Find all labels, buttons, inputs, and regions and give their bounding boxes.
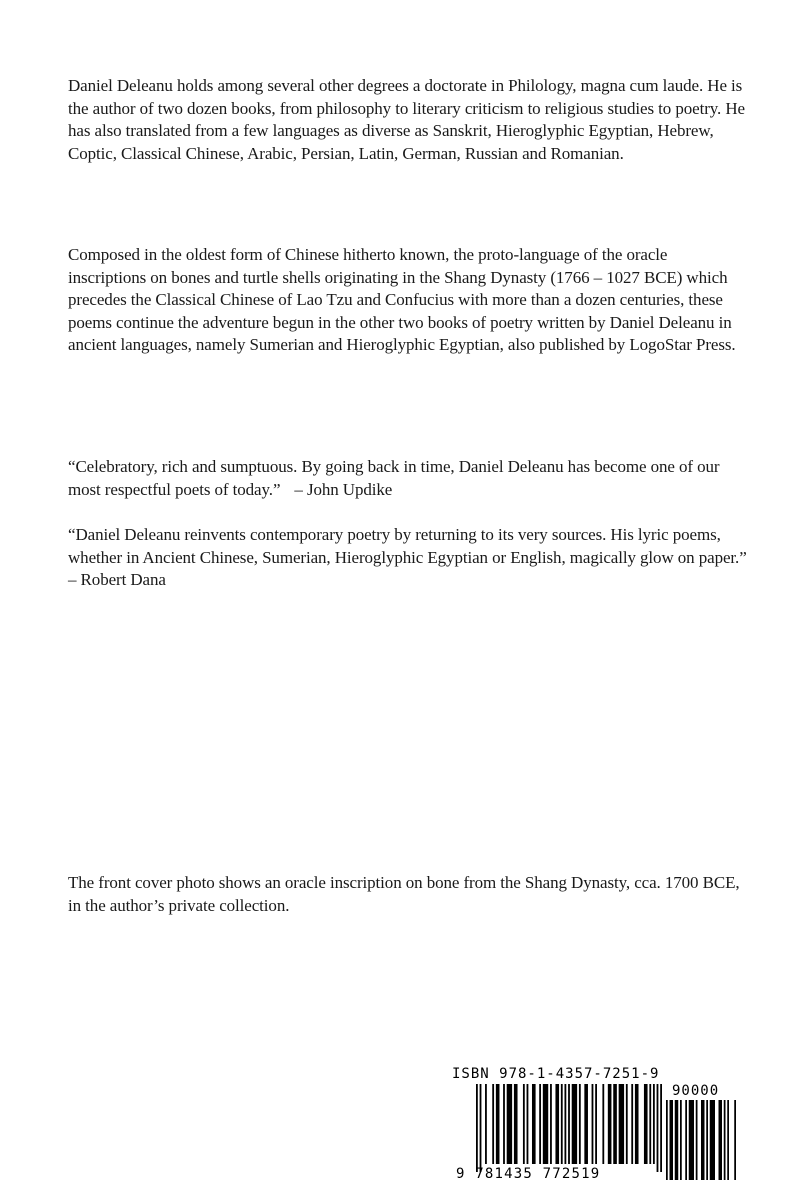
barcode-bar <box>631 1084 633 1164</box>
barcode-bar <box>666 1100 668 1180</box>
barcode-bar <box>507 1084 512 1164</box>
blurb-attribution: – John Updike <box>294 479 393 499</box>
barcode-bar <box>561 1084 563 1164</box>
barcode-bar <box>689 1100 694 1180</box>
barcode-bar <box>685 1100 687 1180</box>
barcode-bar <box>480 1084 482 1172</box>
barcode-bar <box>579 1084 581 1164</box>
author-bio: Daniel Deleanu holds among several other degrees a doctorate in Philology, magna cum laude. He is the author of two dozen books, from philosophy to literary criticism to religious studies to poetry. He has also translated from a few languages as diverse as Sanskrit, Hieroglyphic Egyptian, Hebrew, Coptic, Classical Chinese, Arabic, Persian, Latin, German, Russian and Romanian. <box>68 76 745 163</box>
barcode-bar <box>584 1084 588 1164</box>
barcode-bar <box>653 1084 655 1164</box>
barcode-bar <box>550 1084 552 1164</box>
barcode-bar <box>476 1084 478 1172</box>
blurb-quote <box>68 456 748 501</box>
barcode-bar <box>675 1100 679 1180</box>
blurb-attribution: – Robert Dana <box>68 570 166 589</box>
barcode-bar <box>496 1084 500 1164</box>
barcode-bar <box>710 1100 715 1180</box>
barcode-bar <box>670 1100 674 1180</box>
blurb-text: “Celebratory, rich and sumptuous. By going back in time, Daniel Deleanu has become one of our most respectful poets of today.” <box>68 457 720 499</box>
barcode-bar <box>680 1100 682 1180</box>
barcode-bar <box>657 1084 659 1172</box>
ean-bars <box>476 1084 662 1172</box>
cover-photo-note: The front cover photo shows an oracle inscription on bone from the Shang Dynasty, cca. 1700 BCE, in the author’s private collection. <box>68 873 740 915</box>
barcode-bar <box>644 1084 648 1164</box>
addon-bars <box>666 1100 736 1180</box>
barcode-bar <box>696 1100 698 1180</box>
barcode-bar <box>592 1084 594 1164</box>
barcode-bar <box>727 1100 729 1180</box>
barcode-bar <box>595 1084 597 1164</box>
barcode-bar <box>660 1084 662 1172</box>
barcode-bar <box>485 1084 487 1164</box>
barcode-bar <box>626 1084 628 1164</box>
price-code: 90000 <box>672 1083 720 1099</box>
blurb-quote <box>68 524 748 592</box>
barcode-bar <box>619 1084 624 1164</box>
barcode-bar <box>572 1084 577 1164</box>
barcode-bar <box>602 1084 604 1164</box>
barcode-bar <box>724 1100 726 1180</box>
book-description: Composed in the oldest form of Chinese hitherto known, the proto-language of the oracle inscriptions on bones and turtle shells originating in the Shang Dynasty (1766 – 1027 BCE) which precedes the Classical Chinese of Lao Tzu and Confucius with more than a dozen centuries, these poems continue the adventure begun in the other two books of poetry written by Daniel Deleanu in ancient languages, namely Sumerian and Hieroglyphic Egyptian, also published by LogoStar Press. <box>68 245 736 354</box>
barcode-bar <box>568 1084 570 1164</box>
barcode-bar <box>719 1100 723 1180</box>
barcode-bar <box>492 1084 494 1164</box>
barcode-bar <box>539 1084 541 1164</box>
barcode-bar <box>532 1084 536 1164</box>
barcode-bar <box>635 1084 639 1164</box>
barcode-bar <box>514 1084 518 1164</box>
blurb-text: “Daniel Deleanu reinvents contemporary poetry by returning to its very sources. His lyric poems, whether in Ancient Chinese, Sumerian, Hieroglyphic Egyptian or English, magically glow on paper.” <box>68 525 747 567</box>
barcode-bar <box>613 1084 617 1164</box>
barcode-bar <box>701 1100 705 1180</box>
barcode-bar <box>649 1084 651 1164</box>
barcode-bar <box>706 1100 708 1180</box>
barcode-bar <box>527 1084 529 1164</box>
isbn-barcode <box>452 1066 742 1184</box>
barcode-bar <box>564 1084 566 1164</box>
barcode-bar <box>555 1084 559 1164</box>
barcode-bar <box>543 1084 548 1164</box>
barcode-bar <box>734 1100 736 1180</box>
isbn-label: ISBN 978-1-4357-7251-9 <box>452 1066 660 1082</box>
barcode-bar <box>523 1084 525 1164</box>
barcode-bar <box>503 1084 505 1164</box>
ean-digits: 9 781435 772519 <box>456 1166 601 1182</box>
barcode-bar <box>608 1084 612 1164</box>
